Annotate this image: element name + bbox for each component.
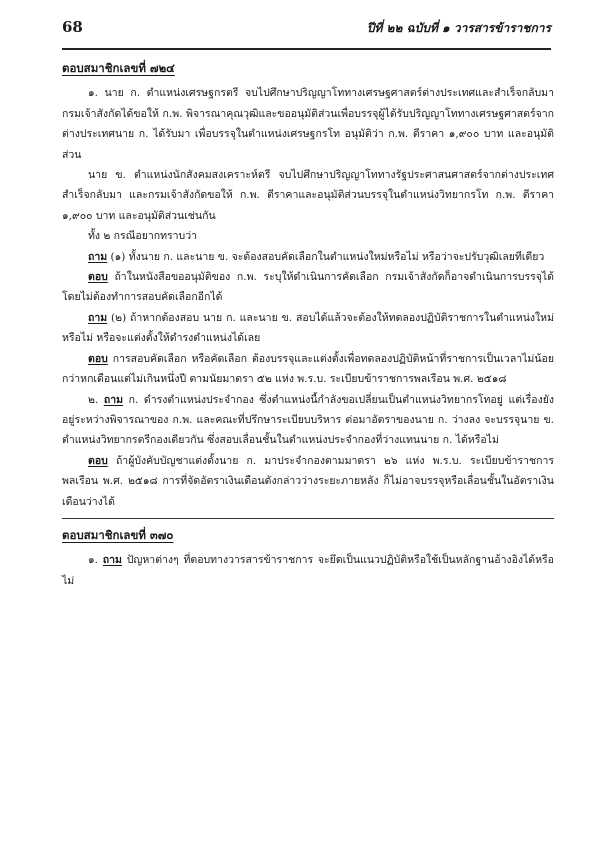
paragraph-text: ก. ดำรงตำแหน่งประจำกอง ซึ่งตำแหน่งนี้กำลังขอเปลี่ยนเป็นตำแหน่งวิทยากรโทอยู่ แต่เรื่องยังอยู่ระหว่างพิจารณาของ ก.พ. และคณะที่ปรึกษาระเบียบบริหาร ต่อมาอัตราของนาย ก. ว่างลง จะบรรจุนาย ข. ตำแหน่งวิทยากรตรีกองเดียวกัน ซึ่งสอบเลื่อนชั้นในตำแหน่งประจำกองที่ว่างแทนนาย ก. ได้หรือไม่ xyxy=(62,393,554,447)
question-keyword: ถาม xyxy=(88,250,108,263)
question-paragraph xyxy=(62,390,554,451)
paragraph-text: ถ้าผู้บังคับบัญชาแต่งตั้งนาย ก. มาประจำกองตามมาตรา ๒๖ แห่ง พ.ร.บ. ระเบียบข้าราชการพลเรือน พ.ศ. ๒๕๑๘ การที่จัดอัตราเงินเดือนดังกล่าวว่างระยะภายหลัง ก็ไม่อาจบรรจุหรือเลื่อนชั้นในอัตราเงินเดือนว่างได้ xyxy=(62,454,554,508)
answer-paragraph xyxy=(62,451,554,512)
paragraph xyxy=(62,83,554,165)
paragraph xyxy=(62,226,554,246)
answer-keyword: ตอบ xyxy=(88,352,108,365)
question-keyword: ถาม xyxy=(88,311,108,324)
answer-keyword: ตอบ xyxy=(88,454,108,467)
question-keyword: ถาม xyxy=(102,554,122,567)
header-rule xyxy=(62,48,551,50)
document-body xyxy=(62,58,554,591)
section xyxy=(62,58,554,512)
section-title: ตอบสมาชิกเลขที่ ๗๒๔ xyxy=(62,61,175,75)
question-paragraph xyxy=(62,247,554,267)
paragraph-lead: ๒. xyxy=(88,393,99,406)
paragraph-text: นาย ข. ตำแหน่งนักสังคมสงเคราะห์ตรี จบไปศึกษาปริญญาโททางรัฐประศาสนศาสตร์จากต่างประเทศสำเร็จกลับมา และกรมเจ้าสังกัดขอให้ ก.พ. ตีราคาและอนุมัติส่วนบรรจุในตำแหน่งวิทยากรโท ก.พ. ตีราคา ๑,๙๐๐ บาท และอนุมัติส่วนเช่นกัน xyxy=(62,169,554,222)
question-paragraph xyxy=(62,308,554,349)
paragraph-text: ๑. นาย ก. ตำแหน่งเศรษฐกรตรี จบไปศึกษาปริญญาโททางเศรษฐศาสตร์ต่างประเทศและสำเร็จกลับมา กรมเจ้าสังกัดได้ขอให้ ก.พ. พิจารณาคุณวุฒิและขออนุมัติส่วนเพื่อบรรจุผู้ได้รับปริญญาโททางเศรษฐศาสตร์จากต่างประเทศนาย ก. ได้รับมา เพื่อบรรจุในตำแหน่งเศรษฐกรโท อนุมัติว่า ก.พ. ตีราคา ๑,๙๐๐ บาท และอนุมัติส่วน xyxy=(62,87,554,161)
paragraph-text: ปัญหาต่างๆ ที่ตอบทางวารสารข้าราชการ จะยึดเป็นแนวปฏิบัติหรือใช้เป็นหลักฐานอ้างอิงได้หรือไม่ xyxy=(62,554,554,587)
page-header xyxy=(62,16,551,42)
question-paragraph xyxy=(62,550,554,591)
section-divider xyxy=(62,518,554,519)
paragraph-text: ทั้ง ๒ กรณีอยากทราบว่า xyxy=(88,230,198,243)
question-keyword: ถาม xyxy=(103,393,124,406)
paragraph-text: (๑) ทั้งนาย ก. และนาย ข. จะต้องสอบคัดเลือกในตำแหน่งใหม่หรือไม่ หรือว่าจะปรับวุฒิเลยทีเดียว xyxy=(107,250,545,263)
answer-keyword: ตอบ xyxy=(88,271,108,284)
paragraph-text: การสอบคัดเลือก หรือคัดเลือก ต้องบรรจุและแต่งตั้งเพื่อทดลองปฏิบัติหน้าที่ราชการเป็นเวลาไม่น้อยกว่าหกเดือนแต่ไม่เกินหนึ่งปี ตามนัยมาตรา ๕๒ แห่ง พ.ร.บ. ระเบียบข้าราชการพลเรือน พ.ศ. ๒๕๑๘ xyxy=(62,352,554,386)
paragraph xyxy=(62,165,554,226)
paragraph-text: (๒) ถ้าหากต้องสอบ นาย ก. และนาย ข. สอบได้แล้วจะต้องให้ทดลองปฏิบัติราชการในตำแหน่งใหม่หรือไม่ หรือจะแต่งตั้งให้ดำรงตำแหน่งได้เลย xyxy=(62,311,554,345)
journal-title: ปีที่ ๒๒ ฉบับที่ ๑ วารสารข้าราชการ xyxy=(366,21,551,35)
answer-paragraph xyxy=(62,267,554,308)
answer-paragraph xyxy=(62,349,554,390)
section xyxy=(62,525,554,591)
paragraph-lead: ๑. xyxy=(88,554,99,567)
page-number: 68 xyxy=(62,18,83,36)
paragraph-text: ถ้าในหนังสือขออนุมัติของ ก.พ. ระบุให้ดำเนินการคัดเลือก กรมเจ้าสังกัดก็อาจดำเนินการบรรจุได้โดยไม่ต้องทำการสอบคัดเลือกอีกได้ xyxy=(62,271,554,304)
section-title: ตอบสมาชิกเลขที่ ๓๗๐ xyxy=(62,527,174,542)
